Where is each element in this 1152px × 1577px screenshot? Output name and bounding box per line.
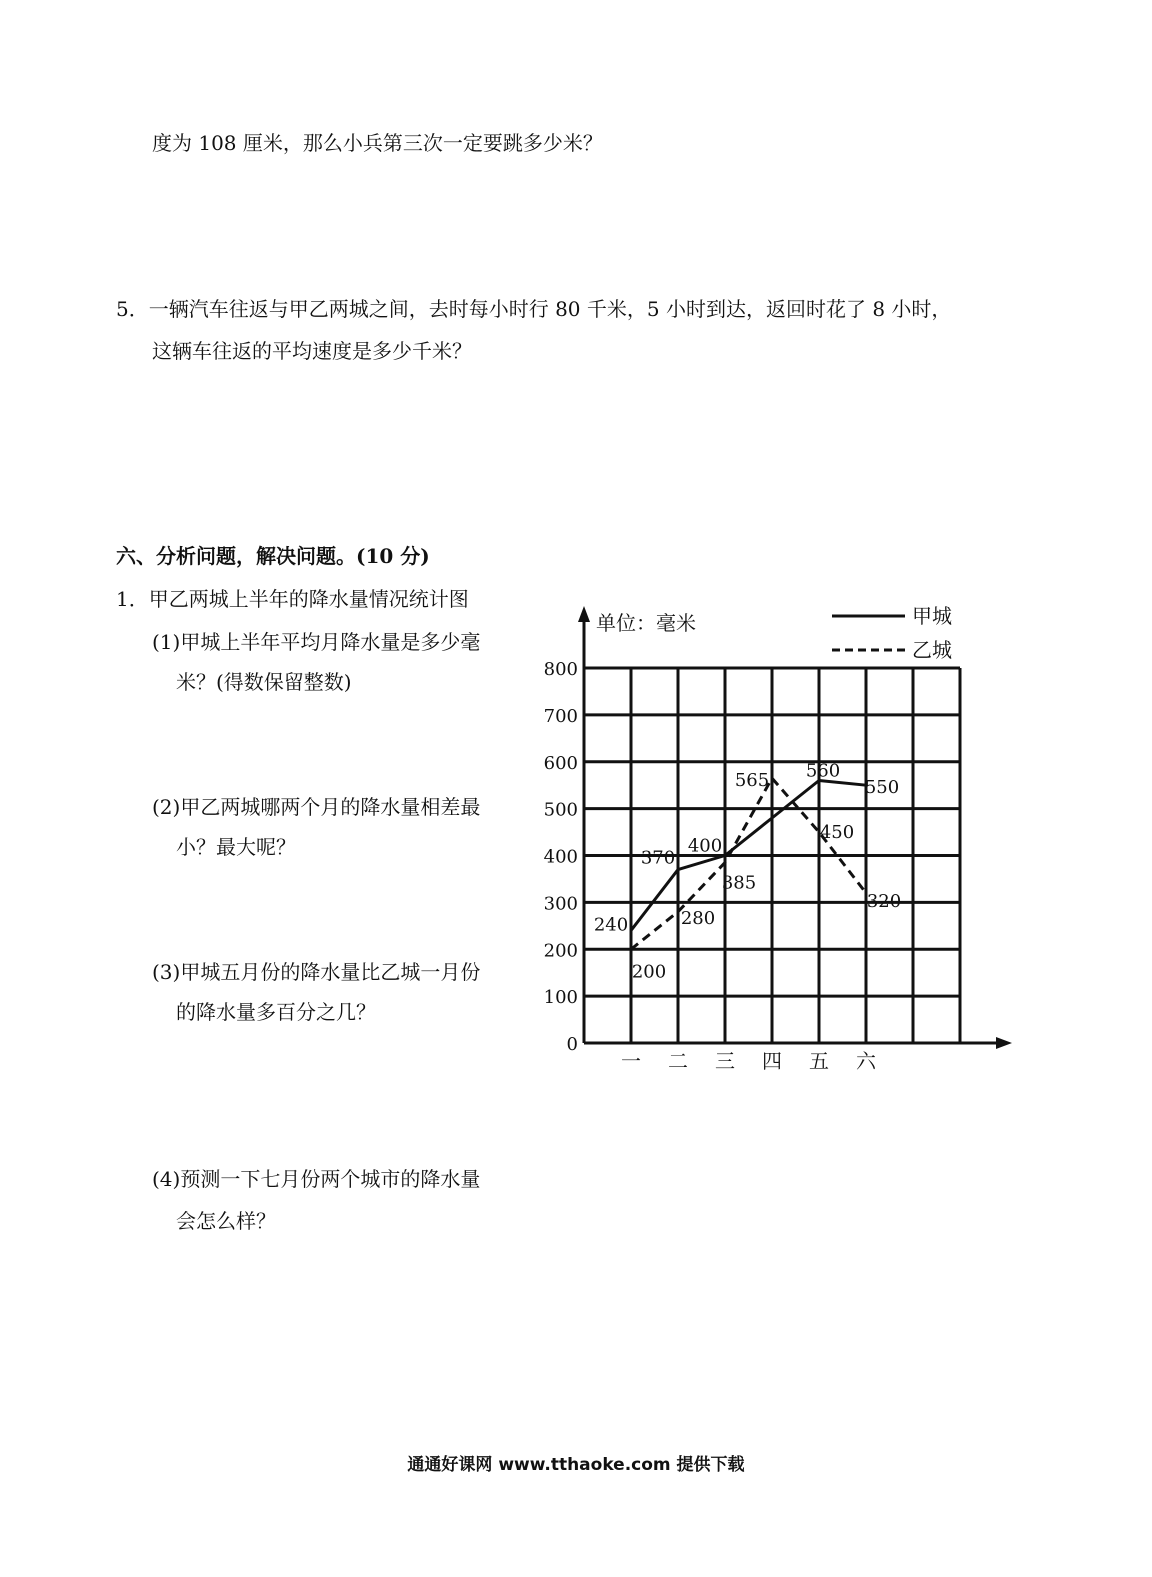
x-axis-arrow <box>996 1037 1012 1049</box>
y-tick-label: 800 <box>543 659 578 680</box>
data-label: 450 <box>819 822 855 844</box>
y-axis-arrow <box>578 606 590 622</box>
x-category-label: 三 <box>715 1049 735 1073</box>
y-tick-label: 200 <box>543 940 578 962</box>
data-label: 550 <box>864 777 900 799</box>
unit-label: 单位：毫米 <box>596 611 696 635</box>
sub-question-1-line-1: (1)甲城上半年平均月降水量是多少毫 <box>152 630 481 654</box>
data-label: 385 <box>721 872 757 894</box>
y-tick-label: 500 <box>543 799 578 821</box>
section-6-question-1-title: 1．甲乙两城上半年的降水量情况统计图 <box>116 587 469 611</box>
x-category-label: 一 <box>621 1049 641 1073</box>
data-label: 400 <box>687 835 723 857</box>
data-label: 200 <box>631 961 667 983</box>
prev-question-continuation: 度为 108 厘米，那么小兵第三次一定要跳多少米？ <box>152 131 603 155</box>
sub-question-2-line-1: (2)甲乙两城哪两个月的降水量相差最 <box>152 795 481 819</box>
sub-question-4-line-1: (4)预测一下七月份两个城市的降水量 <box>152 1167 481 1191</box>
question-5-line-1: 5．一辆汽车往返与甲乙两城之间，去时每小时行 80 千米，5 小时到达，返回时花了 8 小时， <box>116 297 952 321</box>
data-label: 280 <box>680 907 716 929</box>
sub-question-1-line-2: 米？(得数保留整数) <box>176 670 352 694</box>
data-label: 240 <box>593 914 629 936</box>
y-tick-label: 100 <box>543 987 578 1009</box>
data-label: 560 <box>805 760 841 782</box>
x-category-label: 六 <box>856 1049 876 1073</box>
sub-question-4-line-2: 会怎么样？ <box>176 1209 276 1233</box>
y-tick-label: 400 <box>543 846 578 868</box>
sub-question-3-line-1: (3)甲城五月份的降水量比乙城一月份 <box>152 960 481 984</box>
y-tick-label: 0 <box>566 1034 578 1055</box>
data-label: 565 <box>734 770 770 792</box>
section-6-title: 六、分析问题，解决问题。(10 分) <box>116 544 430 568</box>
y-tick-label: 300 <box>543 893 578 915</box>
x-category-label: 二 <box>668 1049 688 1073</box>
data-label: 370 <box>640 847 676 869</box>
legend-label-2: 乙城 <box>912 638 952 662</box>
legend-label-1: 甲城 <box>912 604 952 628</box>
question-5-line-2: 这辆车往返的平均速度是多少千米？ <box>152 339 472 363</box>
x-category-label: 五 <box>809 1049 829 1073</box>
footer-download-note: 通通好课网 www.tthaoke.com 提供下载 <box>407 1455 745 1475</box>
y-tick-label: 700 <box>543 705 578 727</box>
chart-axes <box>578 606 1012 1049</box>
data-label: 320 <box>866 891 902 912</box>
x-category-label: 四 <box>762 1049 782 1073</box>
sub-question-3-line-2: 的降水量多百分之几？ <box>176 1000 376 1024</box>
sub-question-2-line-2: 小？最大呢？ <box>176 835 296 859</box>
y-tick-label: 600 <box>543 752 578 774</box>
